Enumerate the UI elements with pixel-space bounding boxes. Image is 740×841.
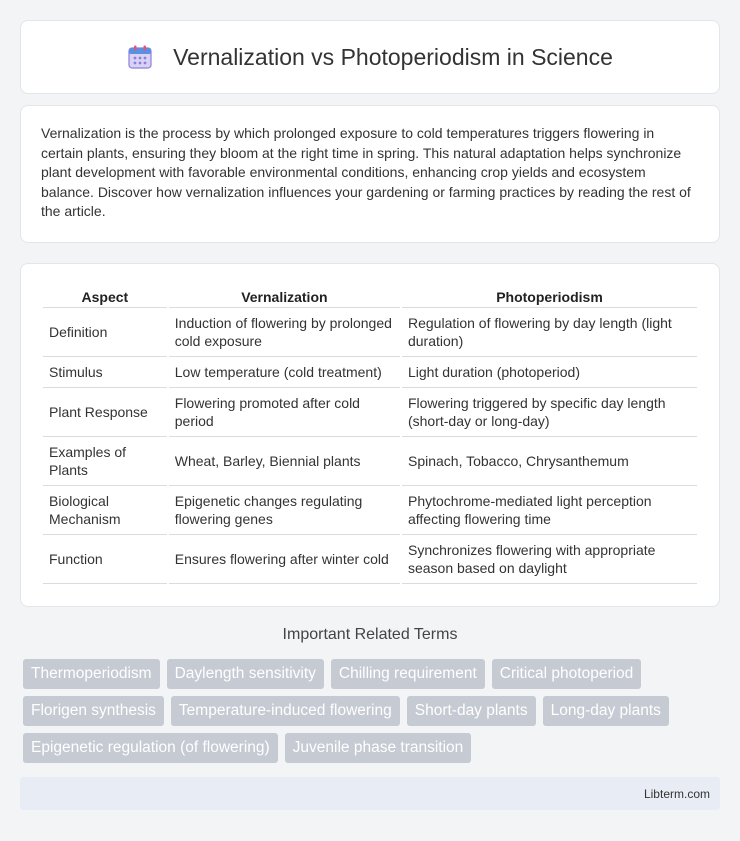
table-cell: Plant Response	[43, 388, 167, 437]
comparison-table-card	[20, 263, 720, 607]
table-row	[43, 486, 697, 535]
term-tag[interactable]: Florigen synthesis	[23, 696, 164, 726]
term-tag[interactable]: Long-day plants	[543, 696, 669, 726]
table-cell: Synchronizes flowering with appropriate season based on daylight	[402, 535, 697, 584]
header-vernalization: Vernalization	[169, 284, 400, 308]
related-terms-list	[23, 659, 723, 770]
header-aspect: Aspect	[43, 284, 167, 308]
footer-site-link[interactable]: Libterm.com	[643, 787, 710, 801]
term-tag[interactable]: Epigenetic regulation (of flowering)	[23, 733, 278, 763]
table-row	[43, 388, 697, 437]
table-cell: Examples of Plants	[43, 437, 167, 486]
table-cell: Wheat, Barley, Biennial plants	[169, 437, 400, 486]
page-title: Vernalization vs Photoperiodism in Science	[173, 43, 613, 70]
table-row	[43, 357, 697, 388]
table-cell: Flowering promoted after cold period	[169, 388, 400, 437]
table-cell: Low temperature (cold treatment)	[169, 357, 400, 388]
term-tag[interactable]: Daylength sensitivity	[167, 659, 324, 689]
term-tag[interactable]: Chilling requirement	[331, 659, 485, 689]
table-cell: Induction of flowering by prolonged cold exposure	[169, 308, 400, 357]
intro-text: Vernalization is the process by which prolonged exposure to cold temperatures triggers flowering in certain plants, ensuring they bloom at the right time in spring. This natural adaptation helps synchronize plant development with favorable environmental conditions, enhancing crop yields and ecosystem balance. Discover how vernalization influences your gardening or farming practices by reading the rest of the article.	[41, 125, 691, 219]
table-cell: Stimulus	[43, 357, 167, 388]
table-cell: Biological Mechanism	[43, 486, 167, 535]
table-cell: Definition	[43, 308, 167, 357]
footer	[20, 777, 720, 810]
calendar-icon	[127, 44, 153, 70]
table-cell: Function	[43, 535, 167, 584]
table-row	[43, 535, 697, 584]
term-tag[interactable]: Short-day plants	[407, 696, 536, 726]
table-cell: Phytochrome-mediated light perception affecting flowering time	[402, 486, 697, 535]
table-cell: Light duration (photoperiod)	[402, 357, 697, 388]
table-row	[43, 308, 697, 357]
header-card	[20, 20, 720, 94]
header-photoperiodism: Photoperiodism	[402, 284, 697, 308]
term-tag[interactable]: Temperature-induced flowering	[171, 696, 400, 726]
table-cell: Epigenetic changes regulating flowering genes	[169, 486, 400, 535]
intro-card	[20, 105, 720, 243]
table-header-row	[43, 284, 697, 308]
term-tag[interactable]: Thermoperiodism	[23, 659, 160, 689]
table-cell: Flowering triggered by specific day length (short-day or long-day)	[402, 388, 697, 437]
table-row	[43, 437, 697, 486]
term-tag[interactable]: Juvenile phase transition	[285, 733, 472, 763]
comparison-table	[41, 284, 699, 584]
table-cell: Ensures flowering after winter cold	[169, 535, 400, 584]
related-terms-title: Important Related Terms	[282, 626, 458, 643]
table-cell: Spinach, Tobacco, Chrysanthemum	[402, 437, 697, 486]
term-tag[interactable]: Critical photoperiod	[492, 659, 642, 689]
table-cell: Regulation of flowering by day length (light duration)	[402, 308, 697, 357]
